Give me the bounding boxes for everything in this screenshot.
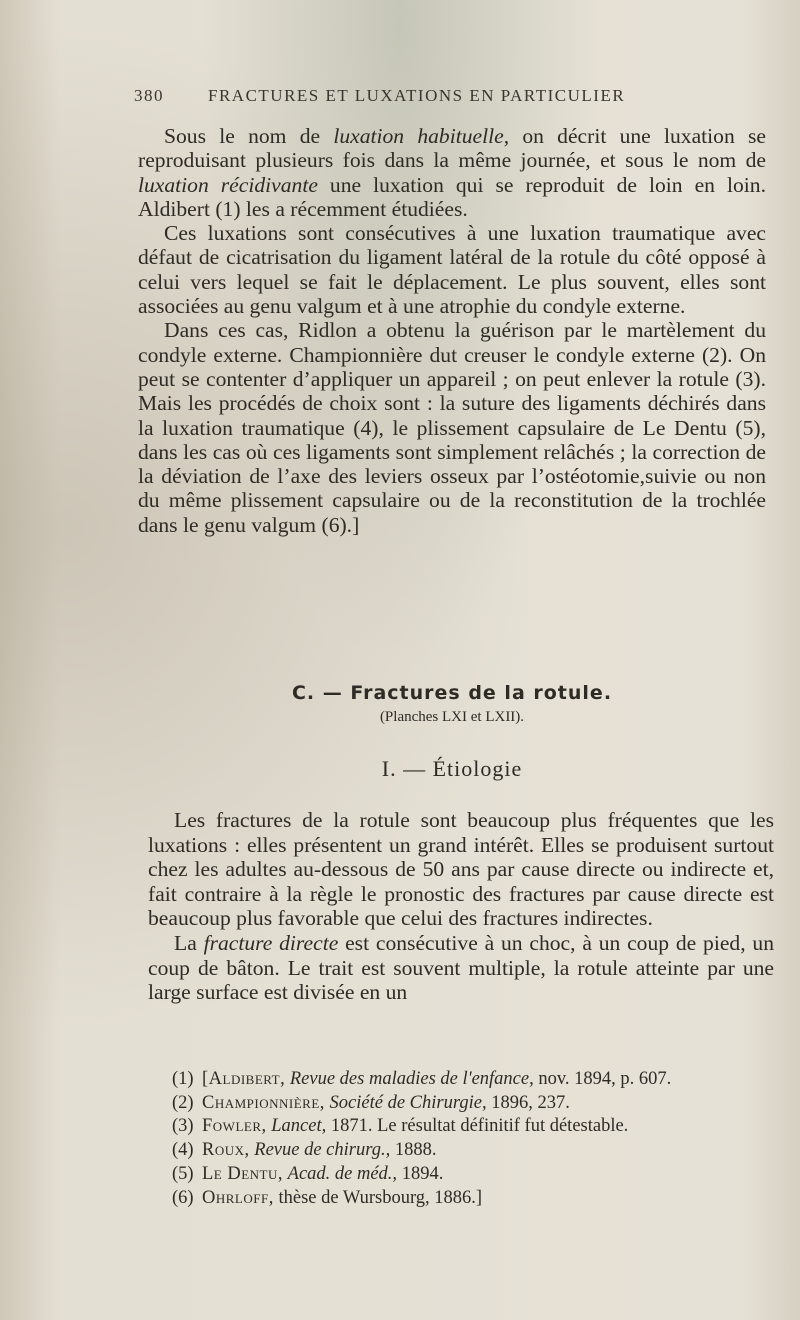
part-title: I. — Étiologie [381, 756, 523, 781]
footnote-text: 1888. [394, 1140, 437, 1161]
body-text-top [138, 124, 766, 537]
footnote-number: (5) [172, 1163, 194, 1184]
footnote-number: (6) [172, 1187, 194, 1208]
running-header [134, 86, 774, 106]
paragraph [138, 318, 766, 537]
text-run: Les fractures de la rotule sont beaucoup plus fréquentes que les luxations : elles présentent un grand intérêt. Elles se produisent surtout chez les adultes au-dessous de 50 ans par cause directe ou indirecte et, fait contraire à la règle le pronostic des fractures par cause directe est beaucoup plus favorable que celui des fractures indirectes. [148, 808, 774, 931]
footnote-text: 1896, 237. [491, 1092, 570, 1113]
italic-term: luxation récidivante [138, 172, 318, 197]
footnote [172, 1163, 782, 1187]
section-subtitle: (Planches LXI et LXII). [379, 709, 525, 725]
footnote-work: Revue des maladies de l'enfance, [289, 1069, 534, 1089]
footnote-number: (3) [172, 1116, 194, 1137]
footnote-text: 1871. Le résultat définitif fut détestable. [330, 1116, 629, 1137]
section-title: C. — Fractures de la rotule. [291, 682, 613, 704]
footnote-text: 1894. [401, 1163, 444, 1184]
text-run: Sous le nom de [164, 124, 334, 148]
footnote-number: (1) [172, 1069, 194, 1089]
paragraph [148, 931, 774, 1005]
footnotes [172, 1068, 782, 1210]
text-run: une luxation qui se reproduit de loin en loin. Aldibert (1) les a récemment étudiées. [138, 172, 766, 221]
text-run: , on décrit une luxation se reproduisant plusieurs fois dans la même journée, et sous le nom de [138, 124, 766, 173]
text-run: La [174, 930, 204, 955]
footnote-work: Acad. de méd., [287, 1163, 398, 1184]
italic-term: fracture directe [203, 930, 339, 955]
footnote-author: Le Dentu, [202, 1163, 284, 1184]
footnote [172, 1092, 782, 1116]
body-text-bottom [148, 808, 774, 1005]
footnote-author: [Aldibert, [202, 1069, 286, 1089]
footnote-author: Fowler, [202, 1116, 267, 1137]
page-number: 380 [134, 86, 164, 105]
footnote [172, 1115, 782, 1139]
footnote [172, 1068, 782, 1092]
paragraph [138, 221, 766, 318]
footnote [172, 1139, 782, 1163]
paragraph [148, 808, 774, 931]
footnote-work: Société de Chirurgie, [329, 1092, 487, 1113]
text-run: Ces luxations sont consécutives à une luxation traumatique avec défaut de cicatrisation du ligament latéral de la rotule du côté opposé à celui vers lequel se fait le déplacement. Le plus souvent, elles sont associées au genu valgum et à une atrophie du condyle externe. [138, 221, 766, 319]
italic-term: luxation habituelle [333, 124, 504, 148]
footnote-work: Lancet, [271, 1116, 327, 1137]
footnote-work: Revue de chirurg., [254, 1140, 391, 1161]
footnote-author: Roux, [202, 1140, 250, 1161]
footnote-text: thèse de Wursbourg, 1886.] [278, 1187, 483, 1208]
footnote-number: (4) [172, 1140, 194, 1161]
running-title: FRACTURES ET LUXATIONS EN PARTICULIER [208, 86, 626, 105]
footnote-author: Ohrloff, [202, 1187, 274, 1208]
footnote-number: (2) [172, 1092, 194, 1113]
paragraph [138, 124, 766, 221]
text-run: Dans ces cas, Ridlon a obtenu la guérison par le martèlement du condyle externe. Championnière dut creuser le condyle externe (2). On peut se contenter d’appliquer un appareil ; on peut enlever la rotule (3). Mais les procédés de choix sont : la suture des ligaments déchirés dans la luxation traumatique (4), le plissement capsulaire de Le Dentu (5), dans les cas où ces ligaments sont simplement relâchés ; la correction de la déviation de l’axe des leviers osseux par l’ostéotomie,suivie ou non du même plissement capsulaire ou de la reconstitution de la trochlée dans le genu valgum (6).] [138, 318, 766, 537]
footnote-text: nov. 1894, p. 607. [538, 1069, 672, 1089]
footnote-author: Championnière, [202, 1092, 325, 1113]
text-run: est consécutive à un choc, à un coup de pied, un coup de bâton. Le trait est souvent multiple, la rotule atteinte par une large surface est divisée en un [148, 930, 774, 1005]
footnote [172, 1187, 782, 1211]
